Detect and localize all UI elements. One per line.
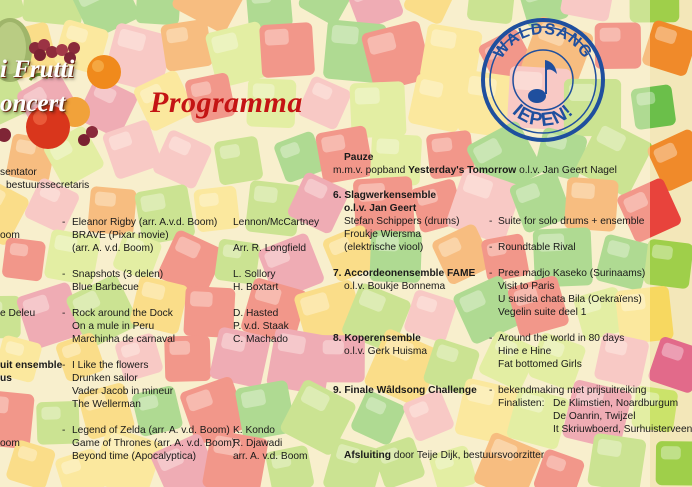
song-credit: K. Kondo <box>233 425 275 436</box>
dash: - <box>489 385 493 396</box>
item-sub: (elektrische viool) <box>344 242 424 253</box>
song-title: Visit to Paris <box>498 281 555 292</box>
pauze-band: Yesterday's Tomorrow <box>408 165 517 176</box>
song-title: Game of Thrones (arr. A. v.d. Boom) <box>72 438 236 449</box>
finalist-name: It Skriuwboerd, Surhuisterveen <box>553 424 692 435</box>
song-title: Suite for solo drums + ensemble <box>498 216 645 227</box>
song-title: Beyond time (Apocalyptica) <box>72 451 197 462</box>
song-title: Hine e Hine <box>498 346 552 357</box>
item-title: 8. Koperensemble <box>333 333 421 344</box>
song-title: (arr. A. v.d. Boom) <box>72 243 154 254</box>
song-title: Legend of Zelda (arr. A. v.d. Boom) <box>72 425 230 436</box>
closing-label: Afsluiting <box>344 450 391 461</box>
song-credit: Arr. R. Longfield <box>233 243 307 254</box>
song-title: BRAVE (Pixar movie) <box>72 230 169 241</box>
song-credit: R. Djawadi <box>233 438 283 449</box>
item-sub: Stefan Schippers (drums) <box>344 216 460 227</box>
song-title: Vegelin suite deel 1 <box>498 307 587 318</box>
song-title: Pree madjo Kaseko (Surinaams) <box>498 268 646 279</box>
song-title: Drunken sailor <box>72 373 138 384</box>
song-title: The Wellerman <box>72 399 141 410</box>
song-title: Around the world in 80 days <box>498 333 625 344</box>
song-credit: Lennon/McCartney <box>233 217 320 228</box>
song-title: U susida chata Bila (Oekraïens) <box>498 294 642 305</box>
dash: - <box>62 360 66 371</box>
fruit-cube-highlight <box>651 244 673 260</box>
song-title: Eleanor Rigby (arr. A.v.d. Boom) <box>72 217 218 228</box>
dash: - <box>489 333 493 344</box>
song-credit: C. Machado <box>233 334 288 345</box>
dash: - <box>489 242 493 253</box>
closing-line <box>344 449 544 462</box>
item-sub: o.l.v. Boukje Bonnema <box>344 281 446 292</box>
finalists-label: Finalisten: <box>498 398 545 409</box>
dash: - <box>62 269 66 280</box>
closing-text: door Teije Dijk, bestuursvoorzitter <box>390 450 545 461</box>
item-sub: o.l.v. Gerk Huisma <box>344 346 428 357</box>
song-credit: arr. A. v.d. Boom <box>233 451 308 462</box>
dash: - <box>62 217 66 228</box>
song-credit: P. v.d. Staak <box>233 321 289 332</box>
song-title: Marchinha de carnaval <box>72 334 176 345</box>
presenter-line: sentator <box>0 167 37 178</box>
left-name: us <box>0 373 12 384</box>
dash: - <box>62 308 66 319</box>
song-credit: H. Boxtart <box>233 282 279 293</box>
left-name: oom <box>0 438 20 449</box>
dash: - <box>489 216 493 227</box>
left-name: e Deleu <box>0 308 36 319</box>
item-title: 6. Slagwerkensemble <box>333 190 437 201</box>
logo-line-1: i Frutti <box>0 56 75 83</box>
left-name: uit ensemble <box>0 360 63 371</box>
item-title: 9. Finale Wâldsong Challenge <box>333 385 477 396</box>
song-title: Snapshots (3 delen) <box>72 269 164 280</box>
waldsang-iepen-stamp <box>473 16 613 146</box>
finalist-name: De Oanrin, Twijzel <box>553 411 636 422</box>
song-title: Blue Barbecue <box>72 282 139 293</box>
secretary-line: bestuurssecretaris <box>6 180 90 191</box>
fruit-cube-highlight <box>661 446 681 459</box>
song-title: On a mule in Peru <box>72 321 155 332</box>
dash: - <box>489 268 493 279</box>
stamp-bottom-text: IEPEN! <box>508 100 578 132</box>
song-credit: L. Sollory <box>233 269 276 280</box>
song-title: I Like the flowers <box>72 360 149 371</box>
pauze-line <box>333 164 617 177</box>
logo-line-2: oncert <box>0 90 66 117</box>
finalist-name: De Klimstien, Noardburgum <box>553 398 679 409</box>
page-title: Programma <box>150 86 303 119</box>
song-credit: D. Hasted <box>233 308 279 319</box>
pauze-title: Pauze <box>344 152 374 163</box>
stamp-top-text: WÂLDSANG <box>490 20 596 62</box>
pauze-suffix: o.l.v. Jan Geert Nagel <box>516 165 617 176</box>
song-title: Rock around the Dock <box>72 308 173 319</box>
song-title: Fat bottomed Girls <box>498 359 582 370</box>
song-title: bekendmaking met prijsuitreiking <box>498 385 647 396</box>
left-name: oom <box>0 230 20 241</box>
song-title: Vader Jacob in mineur <box>72 386 174 397</box>
item-sub: Froukje Wiersma <box>344 229 421 240</box>
item-title: 7. Accordeonensemble FAME <box>333 268 476 279</box>
song-title: Roundtable Rival <box>498 242 576 253</box>
pauze-prefix: m.m.v. popband <box>333 165 409 176</box>
item-sub: o.l.v. Jan Geert <box>344 203 417 214</box>
dash: - <box>62 425 66 436</box>
